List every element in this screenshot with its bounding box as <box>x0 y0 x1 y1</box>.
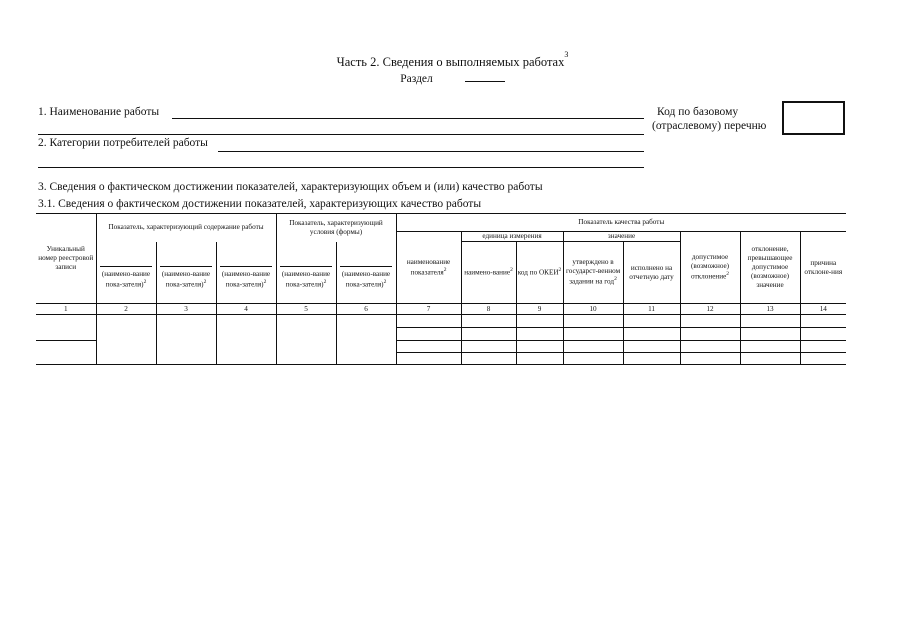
cell-conditions-2[interactable] <box>336 315 396 365</box>
col-num: 14 <box>800 304 846 315</box>
cell[interactable] <box>396 328 461 341</box>
col-num: 6 <box>336 304 396 315</box>
cell[interactable] <box>680 315 740 328</box>
cell[interactable] <box>623 341 680 353</box>
cell-conditions-1[interactable] <box>276 315 336 365</box>
cell[interactable] <box>740 328 800 341</box>
section-label: Раздел <box>0 71 905 85</box>
cell-content-1[interactable] <box>96 315 156 365</box>
col-num: 12 <box>680 304 740 315</box>
header-sub-col6: (наимено-вание пока-зателя)$^2$ <box>336 252 396 304</box>
cell[interactable] <box>396 353 461 365</box>
header-reason: причина отклоне-ния <box>804 258 843 276</box>
quality-table <box>36 213 846 365</box>
cell[interactable] <box>461 353 516 365</box>
cell[interactable] <box>516 328 563 341</box>
col-num: 11 <box>623 304 680 315</box>
header-sub-col3: (наимено-вание пока-зателя)$^2$ <box>156 252 216 304</box>
cell[interactable] <box>800 315 846 328</box>
header-unique-number: Уникальный номер реестровой записи <box>36 214 96 304</box>
cell[interactable] <box>516 353 563 365</box>
section3-heading: 3. Сведения о фактическом достижении показателей, характеризующих объем и (или) качество работы <box>38 181 543 193</box>
header-value: значение <box>563 232 680 242</box>
work-name-label: 1. Наименование работы <box>38 106 160 118</box>
col-num: 10 <box>563 304 623 315</box>
header-exceeding-deviation: отклонение, превышающее допустимое (возможное) значение <box>740 232 800 304</box>
cell[interactable] <box>516 315 563 328</box>
work-name-line-2[interactable] <box>38 134 644 135</box>
code-label-line2: (отраслевому) перечню <box>652 120 767 132</box>
cell[interactable] <box>740 341 800 353</box>
header-done: исполнено на отчетную дату <box>623 242 680 304</box>
col-num: 8 <box>461 304 516 315</box>
cell[interactable] <box>516 341 563 353</box>
cell[interactable] <box>396 341 461 353</box>
code-label-line1: Код по базовому <box>657 106 739 118</box>
cell[interactable] <box>623 328 680 341</box>
header-sub-col4: (наимено-вание пока-зателя)$^2$ <box>216 252 276 304</box>
cell[interactable] <box>461 341 516 353</box>
cell[interactable] <box>461 315 516 328</box>
work-name-line[interactable] <box>172 118 644 119</box>
cell[interactable] <box>680 353 740 365</box>
page-title: Часть 2. Сведения о выполняемых работах$^3$ <box>336 50 569 70</box>
cell[interactable] <box>563 353 623 365</box>
header-content: Показатель, характеризующий содержание работы <box>96 214 276 242</box>
col-num: 4 <box>216 304 276 315</box>
cell[interactable] <box>623 353 680 365</box>
header-indicator-name: наименование показателя$^2$ <box>396 232 461 304</box>
header-conditions: Показатель, характеризующий условия (формы) <box>276 214 396 242</box>
header-okei: код по ОКЕИ$^2$ <box>516 242 563 304</box>
header-unit: единица измерения <box>461 232 563 242</box>
section-number-blank[interactable] <box>465 71 505 82</box>
cell[interactable] <box>461 328 516 341</box>
cell[interactable] <box>680 328 740 341</box>
col-num: 7 <box>396 304 461 315</box>
code-box[interactable] <box>782 101 845 135</box>
cell[interactable] <box>563 328 623 341</box>
cell[interactable] <box>396 315 461 328</box>
cell[interactable] <box>563 341 623 353</box>
header-allowed-deviation: допустимое (возможное) отклонение$^2$ <box>680 232 740 304</box>
cell[interactable] <box>740 353 800 365</box>
header-quality: Показатель качества работы <box>396 214 846 232</box>
consumers-label: 2. Категории потребителей работы <box>38 137 208 149</box>
header-sub-col5: (наимено-вание пока-зателя)$^2$ <box>276 252 336 304</box>
cell-unique[interactable] <box>36 315 96 341</box>
header-approved: утверждено в государст-венном задании на год$^2$ <box>563 242 623 304</box>
consumers-line-2[interactable] <box>38 167 644 168</box>
cell-content-3[interactable] <box>216 315 276 365</box>
section31-heading: 3.1. Сведения о фактическом достижении показателей, характеризующих качество работы <box>38 198 482 210</box>
consumers-line[interactable] <box>218 151 644 152</box>
cell-unique[interactable] <box>36 341 96 365</box>
footnote-mark: 3 <box>564 50 569 59</box>
cell[interactable] <box>740 315 800 328</box>
col-num: 13 <box>740 304 800 315</box>
cell[interactable] <box>800 353 846 365</box>
cell[interactable] <box>563 315 623 328</box>
cell-content-2[interactable] <box>156 315 216 365</box>
cell[interactable] <box>623 315 680 328</box>
col-num: 9 <box>516 304 563 315</box>
column-number-row <box>36 304 846 315</box>
col-num: 2 <box>96 304 156 315</box>
header-sub-col2: (наимено-вание пока-зателя)$^2$ <box>96 252 156 304</box>
header-unit-name: наимено-вание$^2$ <box>461 242 516 304</box>
cell[interactable] <box>800 341 846 353</box>
col-num: 5 <box>276 304 336 315</box>
col-num: 1 <box>36 304 96 315</box>
cell[interactable] <box>680 341 740 353</box>
cell[interactable] <box>800 328 846 341</box>
col-num: 3 <box>156 304 216 315</box>
table-row[interactable] <box>36 315 846 328</box>
